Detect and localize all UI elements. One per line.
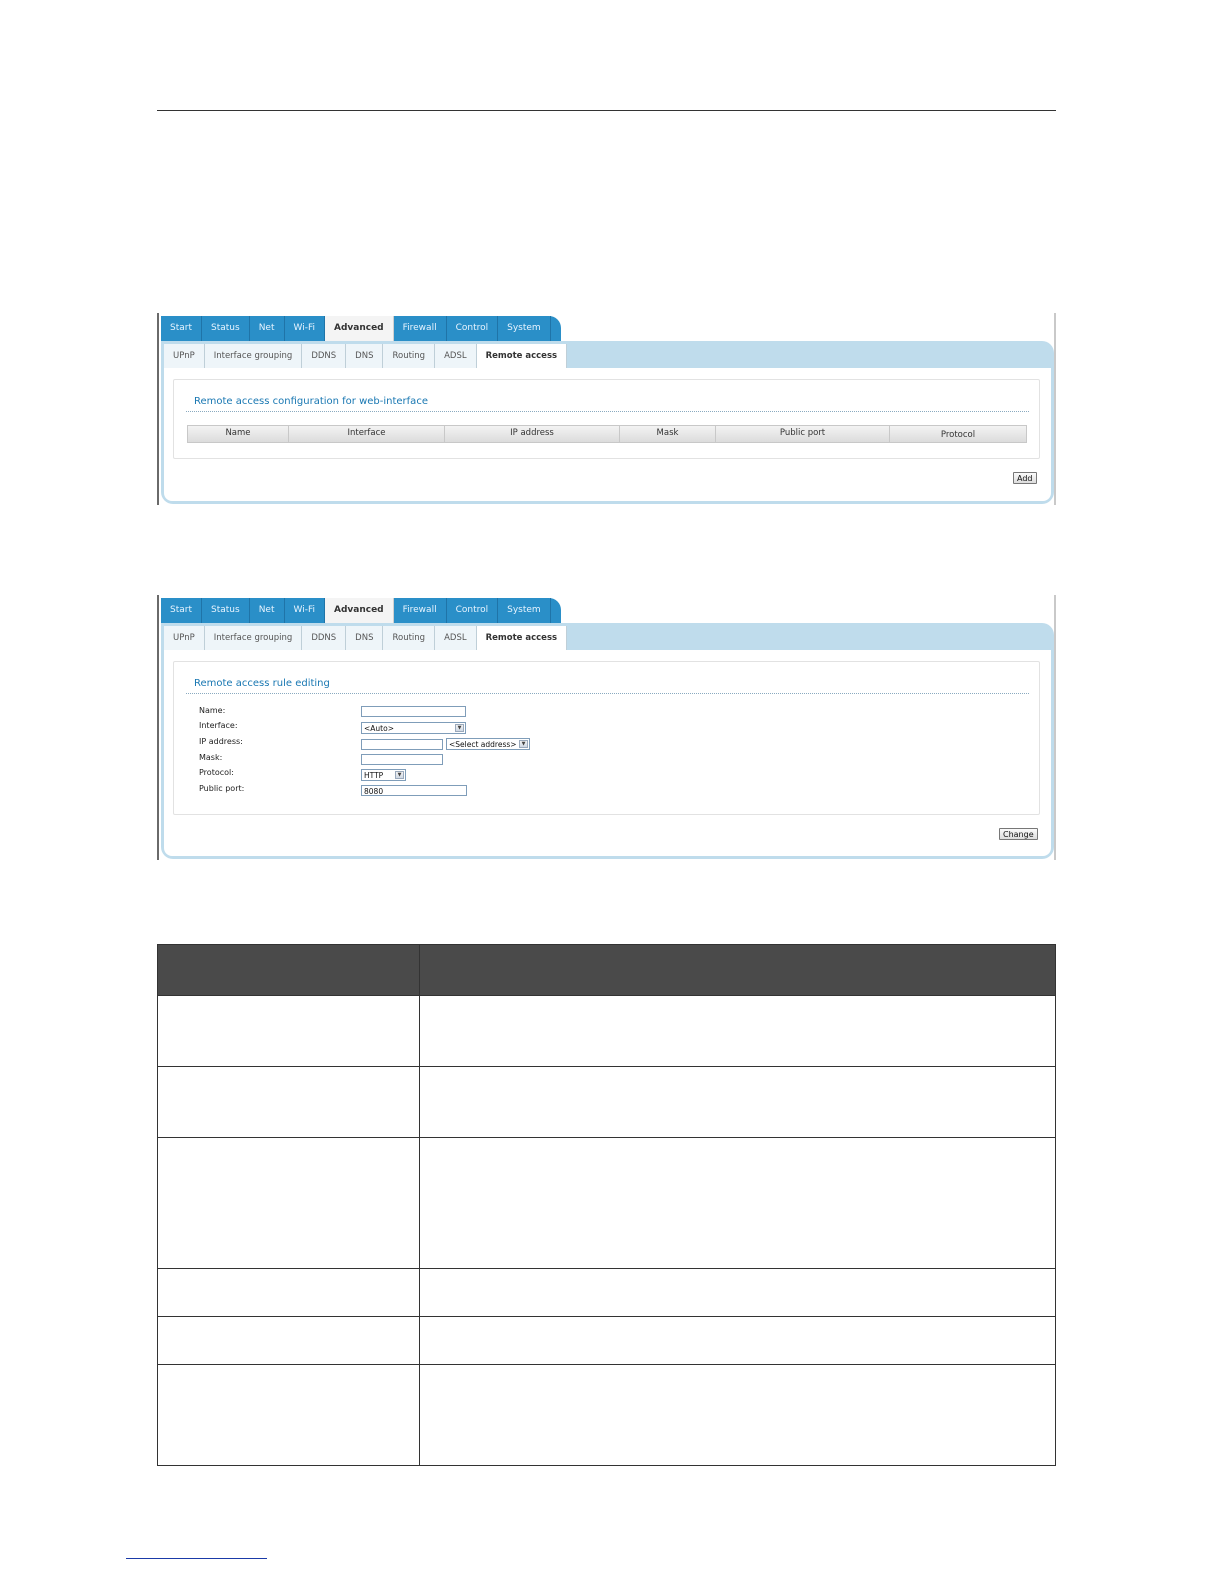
add-button[interactable]: Add bbox=[1013, 472, 1037, 484]
select-address-dropdown[interactable] bbox=[446, 738, 530, 750]
main-tab-control[interactable]: Control bbox=[447, 316, 499, 341]
table-cell bbox=[420, 1365, 1056, 1466]
main-tab-net[interactable]: Net bbox=[250, 598, 285, 623]
panel-left-border bbox=[157, 595, 159, 860]
panel-right-border bbox=[1054, 313, 1056, 505]
rules-group bbox=[173, 379, 1040, 459]
sub-menu bbox=[164, 344, 567, 368]
footnote-link-underline[interactable] bbox=[126, 1558, 267, 1559]
ip-address-label: IP address: bbox=[199, 737, 243, 746]
content-area bbox=[164, 368, 1051, 501]
sub-tab-ddns[interactable]: DDNS bbox=[302, 626, 346, 650]
sub-tab-adsl[interactable]: ADSL bbox=[435, 626, 477, 650]
section-title: Remote access rule editing bbox=[194, 678, 330, 689]
title-separator bbox=[186, 693, 1029, 694]
remote-access-edit-panel bbox=[157, 595, 1056, 860]
main-tab-advanced[interactable]: Advanced bbox=[325, 598, 394, 623]
column-interface[interactable]: Interface bbox=[289, 426, 445, 442]
sub-tab-interface-grouping[interactable]: Interface grouping bbox=[205, 626, 303, 650]
main-tab-firewall[interactable]: Firewall bbox=[394, 316, 447, 341]
ip-address-field[interactable] bbox=[361, 739, 443, 750]
name-field[interactable] bbox=[361, 706, 466, 717]
table-cell bbox=[158, 996, 420, 1067]
main-tab-system[interactable]: System bbox=[498, 598, 551, 623]
protocol-select[interactable] bbox=[361, 769, 406, 781]
sub-tab-dns[interactable]: DNS bbox=[346, 344, 383, 368]
rules-table-header bbox=[187, 425, 1027, 443]
table-cell bbox=[158, 1138, 420, 1269]
sub-menu bbox=[164, 626, 567, 650]
main-tab-wifi[interactable]: Wi-Fi bbox=[285, 316, 325, 341]
mask-field[interactable] bbox=[361, 754, 443, 765]
public-port-label: Public port: bbox=[199, 784, 245, 793]
table-cell bbox=[420, 1269, 1056, 1317]
table-cell bbox=[420, 1138, 1056, 1269]
column-mask[interactable]: Mask bbox=[620, 426, 716, 442]
table-row bbox=[158, 996, 1056, 1067]
select-address-value: <Select address> bbox=[449, 740, 517, 749]
sub-tab-adsl[interactable]: ADSL bbox=[435, 344, 477, 368]
content-area bbox=[164, 650, 1051, 856]
table-header-cell bbox=[158, 945, 420, 996]
column-public-port[interactable]: Public port bbox=[716, 426, 890, 442]
remote-access-list-panel bbox=[157, 313, 1056, 505]
table-header-cell bbox=[420, 945, 1056, 996]
sub-tab-routing[interactable]: Routing bbox=[383, 626, 435, 650]
sub-tab-routing[interactable]: Routing bbox=[383, 344, 435, 368]
interface-select-value: <Auto> bbox=[364, 724, 394, 733]
table-row bbox=[158, 1317, 1056, 1365]
table-cell bbox=[158, 1317, 420, 1365]
sub-tab-upnp[interactable]: UPnP bbox=[164, 344, 205, 368]
name-label: Name: bbox=[199, 706, 226, 715]
main-tab-system[interactable]: System bbox=[498, 316, 551, 341]
table-cell bbox=[158, 1365, 420, 1466]
section-title: Remote access configuration for web-interface bbox=[194, 396, 428, 407]
column-protocol[interactable]: Protocol bbox=[940, 430, 976, 440]
column-ip-address[interactable]: IP address bbox=[445, 426, 620, 442]
interface-select[interactable] bbox=[361, 722, 466, 734]
protocol-label: Protocol: bbox=[199, 768, 234, 777]
protocol-select-value: HTTP bbox=[364, 771, 384, 780]
table-row bbox=[158, 1269, 1056, 1317]
parameters-table bbox=[157, 944, 1056, 1466]
main-tab-status[interactable]: Status bbox=[202, 598, 250, 623]
main-tab-start[interactable]: Start bbox=[161, 598, 202, 623]
sub-tab-interface-grouping[interactable]: Interface grouping bbox=[205, 344, 303, 368]
main-tab-start[interactable]: Start bbox=[161, 316, 202, 341]
chevron-down-icon: ▼ bbox=[519, 740, 528, 748]
chevron-down-icon: ▼ bbox=[455, 724, 464, 732]
title-separator bbox=[186, 411, 1029, 412]
sub-tab-upnp[interactable]: UPnP bbox=[164, 626, 205, 650]
table-cell bbox=[420, 1067, 1056, 1138]
table-cell bbox=[420, 1317, 1056, 1365]
main-tab-firewall[interactable]: Firewall bbox=[394, 598, 447, 623]
main-tab-net[interactable]: Net bbox=[250, 316, 285, 341]
sub-tab-dns[interactable]: DNS bbox=[346, 626, 383, 650]
table-row bbox=[158, 1365, 1056, 1466]
main-menu bbox=[161, 316, 561, 341]
sub-tab-remote-access[interactable]: Remote access bbox=[477, 344, 568, 368]
content-frame bbox=[161, 623, 1054, 859]
main-tab-advanced[interactable]: Advanced bbox=[325, 316, 394, 341]
page-header-rule bbox=[157, 110, 1056, 111]
public-port-field[interactable]: 8080 bbox=[361, 785, 467, 796]
table-cell bbox=[158, 1269, 420, 1317]
table-cell bbox=[158, 1067, 420, 1138]
change-button[interactable]: Change bbox=[999, 828, 1038, 840]
rule-edit-group bbox=[173, 661, 1040, 815]
table-row bbox=[158, 1138, 1056, 1269]
main-tab-wifi[interactable]: Wi-Fi bbox=[285, 598, 325, 623]
panel-left-border bbox=[157, 313, 159, 505]
sub-tab-ddns[interactable]: DDNS bbox=[302, 344, 346, 368]
table-row bbox=[158, 1067, 1056, 1138]
panel-right-border bbox=[1054, 595, 1056, 860]
main-menu bbox=[161, 598, 561, 623]
content-frame bbox=[161, 341, 1054, 504]
table-header-row bbox=[158, 945, 1056, 996]
sub-tab-remote-access[interactable]: Remote access bbox=[477, 626, 568, 650]
table-cell bbox=[420, 996, 1056, 1067]
column-name[interactable]: Name bbox=[188, 426, 289, 442]
interface-label: Interface: bbox=[199, 721, 238, 730]
mask-label: Mask: bbox=[199, 753, 223, 762]
chevron-down-icon: ▼ bbox=[395, 771, 404, 779]
main-tab-status[interactable]: Status bbox=[202, 316, 250, 341]
main-tab-control[interactable]: Control bbox=[447, 598, 499, 623]
